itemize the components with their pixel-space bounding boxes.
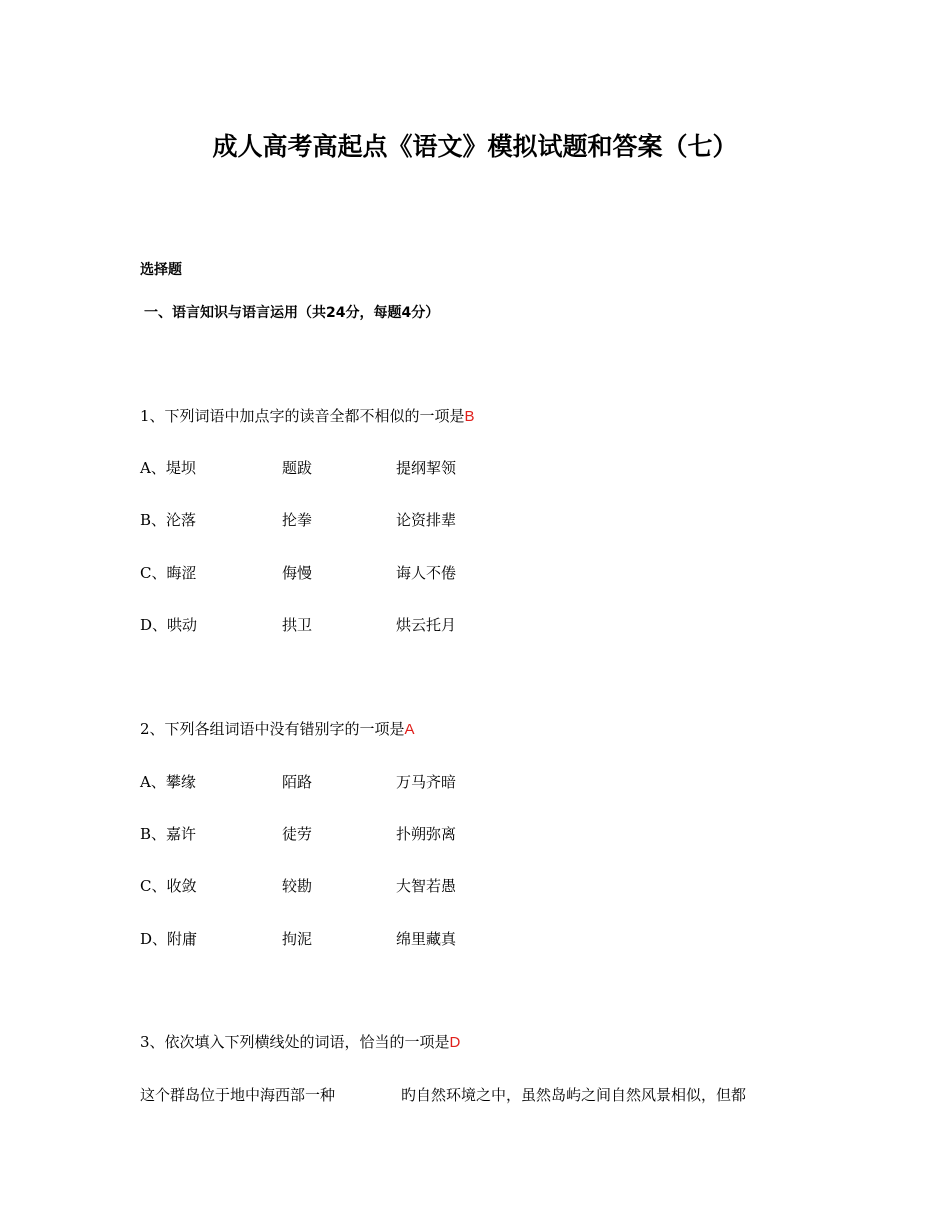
option-word: 提纲挈领 bbox=[396, 459, 457, 477]
question-stem: 3、依次填入下列横线处的词语，恰当的一项是 bbox=[140, 1033, 450, 1051]
option-word: 大智若愚 bbox=[396, 877, 457, 895]
page-title: 成人高考高起点《语文》模拟试题和答案（七） bbox=[212, 132, 738, 161]
option-row bbox=[140, 509, 640, 529]
option-word: 拱卫 bbox=[282, 616, 313, 634]
option-row bbox=[140, 928, 640, 948]
option-word: 烘云托月 bbox=[396, 616, 457, 634]
passage-text: 旳自然环境之中，虽然岛屿之间自然风景相似，但都 bbox=[401, 1086, 747, 1104]
answer-key: A bbox=[404, 721, 415, 738]
option-label: A、堤坝 bbox=[140, 459, 196, 477]
option-word: 万马齐暗 bbox=[396, 773, 457, 791]
option-label: B、嘉许 bbox=[140, 825, 197, 843]
option-row bbox=[140, 823, 640, 843]
question-passage bbox=[140, 1084, 746, 1105]
option-word: 侮慢 bbox=[282, 564, 313, 582]
question-2 bbox=[140, 718, 415, 739]
option-word: 徒劳 bbox=[282, 825, 313, 843]
option-word: 拘泥 bbox=[282, 930, 313, 948]
part-heading: 一、语言知识与语言运用（共24分，每题4分） bbox=[144, 305, 440, 321]
option-row bbox=[140, 614, 640, 634]
option-label: D、哄动 bbox=[140, 616, 198, 634]
question-stem: 2、下列各组词语中没有错别字的一项是 bbox=[140, 720, 405, 738]
option-label: B、沦落 bbox=[140, 511, 197, 529]
answer-key: B bbox=[464, 408, 475, 425]
option-label: D、附庸 bbox=[140, 930, 198, 948]
question-3 bbox=[140, 1031, 460, 1052]
option-row bbox=[140, 457, 640, 477]
option-word: 论资排辈 bbox=[396, 511, 457, 529]
answer-key: D bbox=[449, 1034, 461, 1051]
option-row bbox=[140, 771, 640, 791]
option-row bbox=[140, 875, 640, 895]
option-word: 抡拳 bbox=[282, 511, 313, 529]
option-word: 扑朔弥离 bbox=[396, 825, 457, 843]
question-stem: 1、下列词语中加点字的读音全都不相似的一项是 bbox=[140, 407, 465, 425]
option-label: C、晦涩 bbox=[140, 564, 197, 582]
option-row bbox=[140, 562, 640, 582]
passage-text: 这个群岛位于地中海西部一种 bbox=[140, 1086, 336, 1104]
question-1 bbox=[140, 405, 475, 426]
option-label: A、攀缘 bbox=[140, 773, 196, 791]
option-word: 陌路 bbox=[282, 773, 313, 791]
option-word: 较勘 bbox=[282, 877, 313, 895]
option-word: 诲人不倦 bbox=[396, 564, 457, 582]
option-label: C、收敛 bbox=[140, 877, 197, 895]
section-label: 选择题 bbox=[140, 262, 182, 278]
option-word: 题跋 bbox=[282, 459, 313, 477]
option-word: 绵里藏真 bbox=[396, 930, 457, 948]
